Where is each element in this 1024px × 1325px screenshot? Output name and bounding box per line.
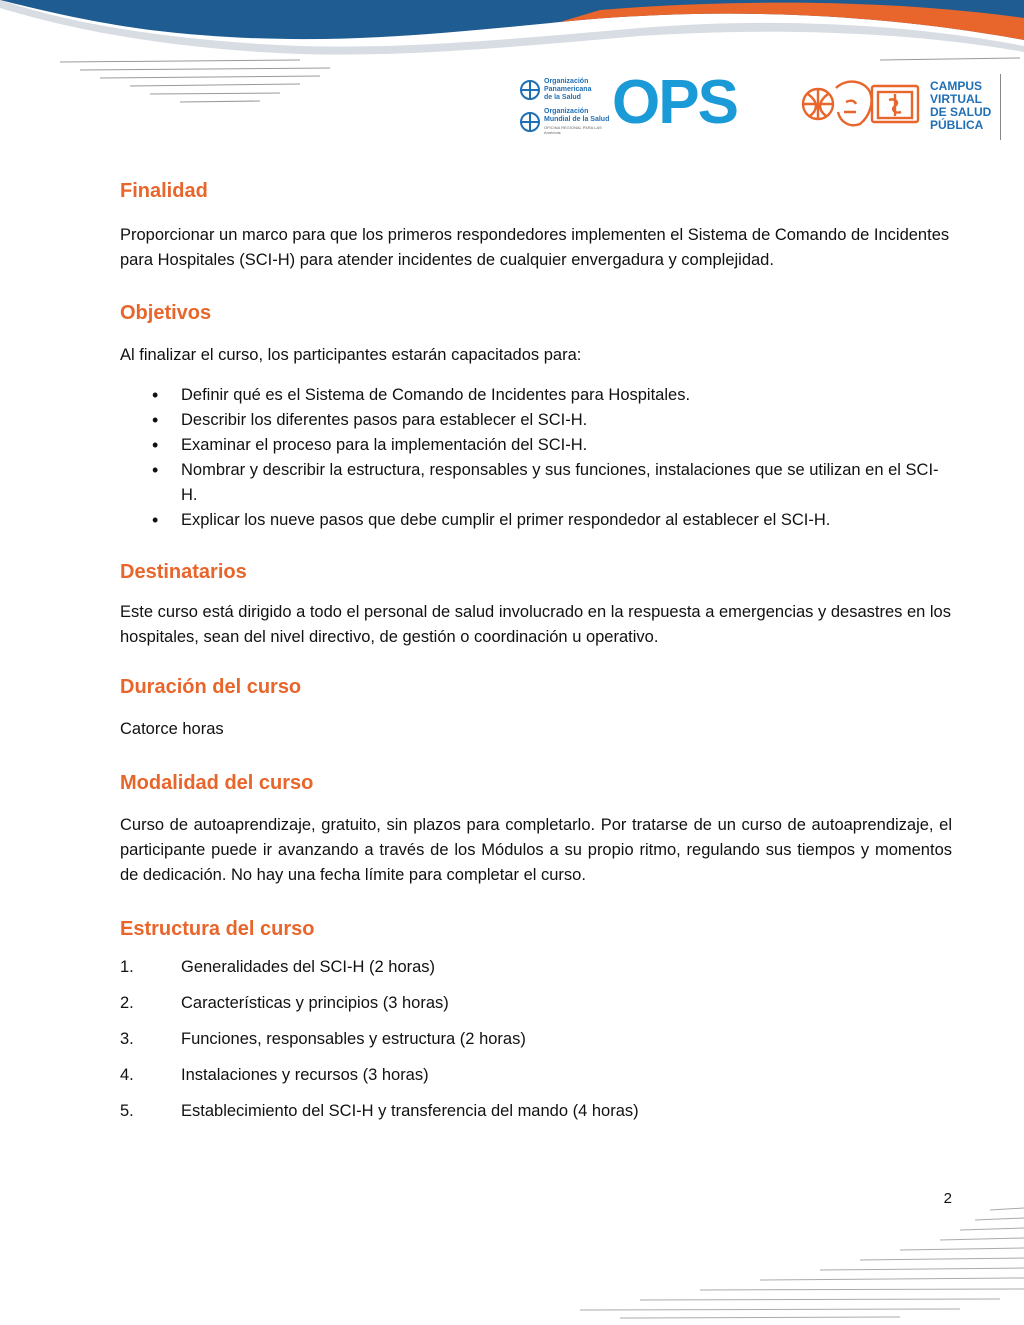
heading-duracion: Duración del curso (120, 676, 302, 698)
list-item: • Definir qué es el Sistema de Comando de Incidentes para Hospitales. (120, 383, 952, 408)
list-item (120, 991, 952, 1016)
item-text: Características y principios (3 horas) (181, 994, 449, 1012)
ops-logo: OPS (612, 68, 737, 137)
item-text: Establecimiento del SCI-H y transferencia del mando (4 horas) (181, 1102, 639, 1120)
list-item (120, 955, 952, 980)
who-emblem-icon (520, 112, 540, 132)
list-item (120, 1099, 952, 1124)
list-item: • Examinar el proceso para la implementación del SCI-H. (120, 433, 952, 458)
estructura-list (120, 955, 952, 1124)
who-name: Organización Mundial de la Salud (544, 108, 610, 123)
page-number: 2 (943, 1190, 952, 1207)
footer-line-decoration (0, 1200, 1024, 1325)
item-text: Funciones, responsables y estructura (2 horas) (181, 1030, 526, 1048)
list-item: • Explicar los nueve pasos que debe cumplir el primer respondedor al establecer el SCI-H. (120, 508, 952, 533)
finalidad-text: Proporcionar un marco para que los primeros respondedores implementen el Sistema de Comando de Incidentes para Hospitales (SCI-H) para atender incidentes de cualquier envergadura y complejidad. (120, 226, 950, 269)
objetivos-list (120, 383, 952, 533)
heading-estructura: Estructura del curso (120, 918, 315, 940)
modalidad-text: Curso de autoaprendizaje, gratuito, sin plazos para completarlo. Por tratarse de un curso de autoaprendizaje, el participante puede ir avanzando a través de los Módulos a su propio ritmo, regulando sus tiempos y momentos de dedicación. No hay una fecha límite para completar el curso. (120, 816, 952, 884)
header-logos (520, 68, 1010, 142)
item-number: 5. (120, 1102, 134, 1120)
list-item (120, 1027, 952, 1052)
item-number: 3. (120, 1030, 134, 1048)
item-number: 4. (120, 1066, 134, 1084)
document-body (120, 180, 952, 1135)
list-item (120, 1063, 952, 1088)
destinatarios-text: Este curso está dirigido a todo el personal de salud involucrado en la respuesta a emergencias y desastres en los hospitales, sean del nivel directivo, de gestión o coordinación u operativo. (120, 603, 951, 646)
heading-finalidad: Finalidad (120, 180, 208, 202)
list-item: • Nombrar y describir la estructura, responsables y sus funciones, instalaciones que se utilizan en el SCI-H. (120, 458, 952, 508)
heading-objetivos: Objetivos (120, 302, 212, 324)
item-text: Generalidades del SCI-H (2 horas) (181, 958, 436, 976)
objetivos-intro: Al finalizar el curso, los participantes estarán capacitados para: (120, 346, 582, 364)
campus-virtual-emblem-icon (800, 76, 924, 132)
list-item: • Describir los diferentes pasos para establecer el SCI-H. (120, 408, 952, 433)
heading-modalidad: Modalidad del curso (120, 772, 314, 794)
who-subtitle: OFICINA REGIONAL PARA LAS (544, 125, 602, 130)
heading-destinatarios: Destinatarios (120, 561, 247, 583)
item-number: 1. (120, 958, 134, 976)
who-region: Américas (544, 130, 561, 135)
logo-divider (1000, 74, 1001, 140)
item-text: Instalaciones y recursos (3 horas) (181, 1066, 429, 1084)
campus-virtual-logo-text: CAMPUS VIRTUAL DE SALUD PÚBLICA (930, 79, 992, 132)
globe-icon (520, 80, 540, 100)
item-number: 2. (120, 994, 134, 1012)
paho-who-logo (520, 78, 610, 141)
duracion-text: Catorce horas (120, 720, 224, 738)
paho-name: Organización Panamericana de la Salud (544, 78, 592, 101)
